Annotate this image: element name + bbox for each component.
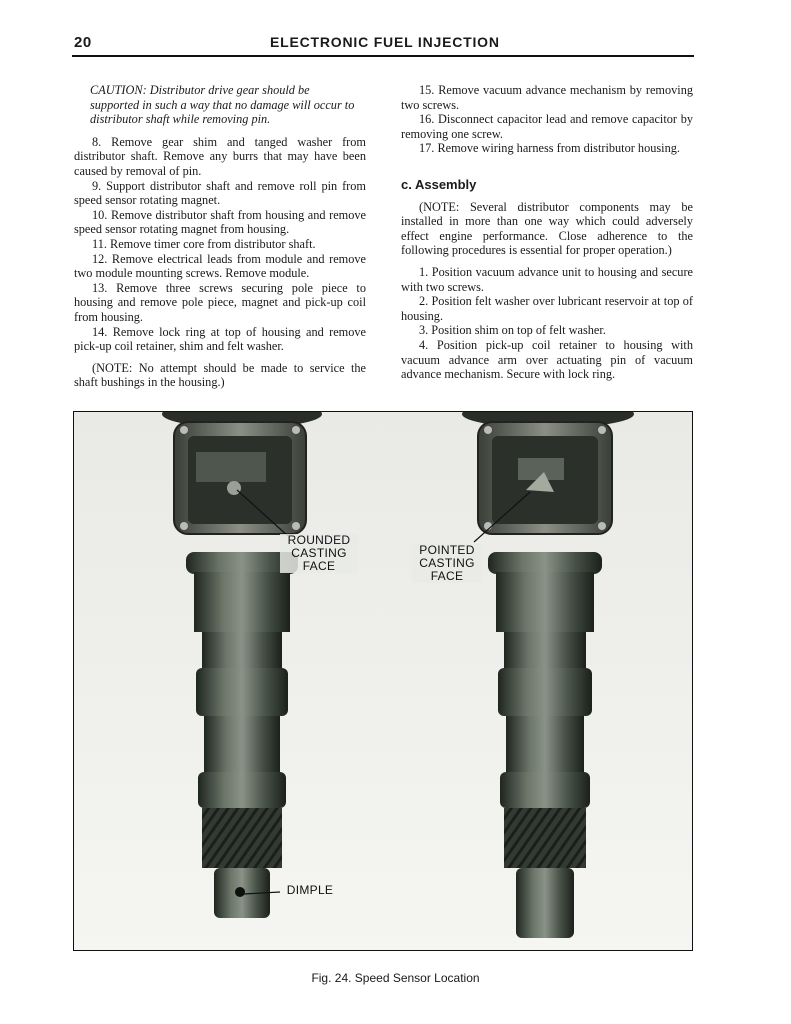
step-10: 10. Remove distributor shaft from housing and remove speed sensor rotating magnet from housing. [74, 207, 366, 237]
step-9: 9. Support distributor shaft and remove roll pin from speed sensor rotating magnet. [74, 178, 366, 208]
pointed-casting-face-label: POINTED CASTING FACE [412, 544, 482, 583]
step-8: 8. Remove gear shim and tanged washer from distributor shaft. Remove any burrs that may have been caused by removal of pin. [74, 134, 366, 178]
running-head: ELECTRONIC FUEL INJECTION [270, 34, 500, 50]
bushing-note: (NOTE: No attempt should be made to service the shaft bushings in the housing.) [74, 360, 366, 390]
distributor-photo [74, 412, 693, 951]
step-13: 13. Remove three screws securing pole piece to housing and remove pole piece, magnet and pick-up coil from housing. [74, 280, 366, 324]
figure-caption: Fig. 24. Speed Sensor Location [311, 971, 480, 985]
assembly-step-1: 1. Position vacuum advance unit to housing and secure with two screws. [401, 264, 693, 294]
right-column [401, 83, 693, 382]
step-16: 16. Disconnect capacitor lead and remove capacitor by removing one screw. [401, 112, 693, 141]
assembly-step-4: 4. Position pick-up coil retainer to housing with vacuum advance arm over actuating pin of vacuum advance mechanism. Secure with lock ring. [401, 337, 693, 382]
step-17: 17. Remove wiring harness from distributor housing. [419, 141, 680, 156]
rounded-casting-face-label: ROUNDED CASTING FACE [280, 534, 358, 573]
assembly-note: (NOTE: Several distributor components may be installed in more than one way which could adversely effect engine performance. Close adherence to the following procedures is essential for proper operation.) [401, 199, 693, 258]
assembly-step-2: 2. Position felt washer over lubricant reservoir at top of housing. [401, 294, 693, 323]
assembly-heading: c. Assembly [401, 176, 477, 192]
step-15: 15. Remove vacuum advance mechanism by removing two screws. [401, 83, 693, 112]
step-11: 11. Remove timer core from distributor shaft. [92, 236, 316, 251]
left-column [74, 83, 366, 390]
step-14: 14. Remove lock ring at top of housing and remove pick-up coil retainer, shim and felt washer. [74, 324, 366, 354]
page-number: 20 [74, 34, 92, 51]
caution-note: CAUTION: Distributor drive gear should be supported in such a way that no damage will occur to distributor shaft while removing pin. [90, 83, 355, 127]
dimple-label: DIMPLE [286, 883, 334, 897]
figure-photo-panel [73, 411, 693, 951]
assembly-step-3: 3. Position shim on top of felt washer. [419, 323, 606, 338]
header-rule [72, 55, 694, 57]
step-12: 12. Remove electrical leads from module and remove two module mounting screws. Remove module. [74, 251, 366, 281]
